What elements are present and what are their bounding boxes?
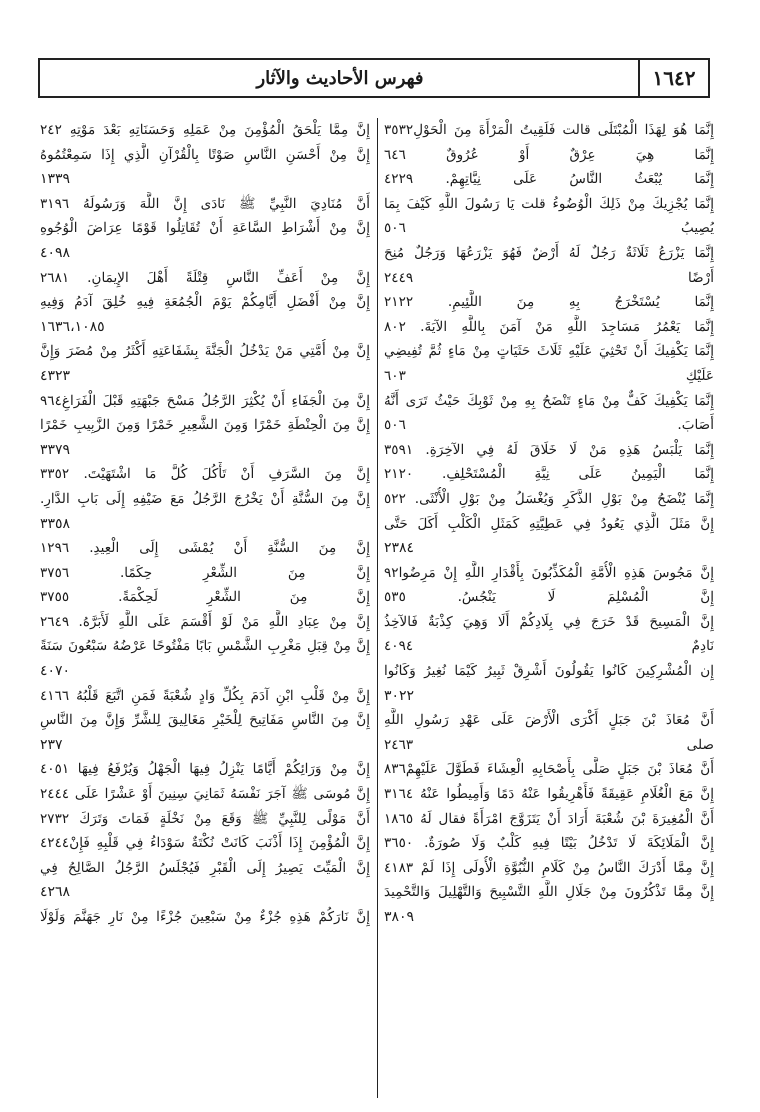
index-entry-line: إِنَّ مِمَّا أَدْرَكَ النَّاسُ مِنْ كَلَامِ النُّبُوَّةِ الْأُولَى إِذَا لَمْ ٤١٨٣ — [384, 859, 714, 876]
index-entry-line: أَصَابَ. ٥٠٦ — [384, 417, 714, 434]
page-title: فهرس الأحاديث والآثار — [256, 67, 424, 89]
index-entry-line: ٢٣٧ — [40, 736, 63, 753]
index-entry-line: إِنَّمَا يَلْبَسُ هَذِهِ مَنْ لَا خَلَاقَ لَهُ فِي الآخِرَةِ. ٣٥٩١ — [384, 441, 714, 458]
index-entry-line: ٤٠٧٠ — [40, 663, 71, 680]
index-entry-line: أَنَّ مَوْلًى لِلنَّبِيِّ ﷺ وَقَعَ مِنْ نَخْلَةٍ فَمَاتَ وَتَرَكَ ٢٧٣٢ — [40, 810, 370, 827]
index-entry-line: إِنَّ مِنْ قِبَلِ مَغْرِبِ الشَّمْسِ بَابًا مَفْتُوحًا عَرْضُهُ سَبْعُونَ سَنَةً — [40, 638, 370, 655]
index-entry-line: إِنَّمَا يُسْتَخْرَجُ بِهِ مِنَ اللَّئِيمِ. ٢١٢٢ — [384, 294, 714, 311]
index-entry-line: إِنَّمَا يَكْفِيكَ كَفٌّ مِنْ مَاءٍ تَنْضَحُ بِهِ مِنْ ثَوْبِكَ حَيْثُ تَرَى أَنَّهُ — [384, 392, 714, 409]
page-header — [38, 58, 710, 98]
index-entry-line: إِنَّ مَعَ الْغُلَامِ عَقِيقَةً فَأَهْرِيقُوا عَنْهُ دَمًا وَأَمِيطُوا عَنْهُ ٣١٦٤ — [384, 786, 714, 803]
column-divider — [377, 118, 378, 1098]
index-entry-line: إِنَّمَا الْيَمِينُ عَلَى نِيَّةِ الْمُسْتَحْلِفِ. ٢١٢٠ — [384, 466, 714, 483]
index-entry-line: إِنَّمَا يُنْضَحُ مِنْ بَوْلِ الذَّكَرِ وَيُغْسَلُ مِنْ بَوْلِ الْأُنْثَى. ٥٢٢ — [384, 490, 714, 507]
index-entry-line: إِنَّ مِنْ أَعَفِّ النَّاسِ قِتْلَةً أَهْلَ الإِيمَانِ. ٢٦٨١ — [40, 269, 370, 286]
index-entry-line: إِنَّ نَارَكُمْ هَذِهِ جُزْءٌ مِنْ سَبْعِينَ جُزْءًا مِنْ نَارِ جَهَنَّمَ وَلَوْلَا — [40, 909, 370, 925]
index-entry-line: إِنَّ مِنَ النَّاسِ مَفَاتِيحَ لِلْخَيْرِ مَغَالِيقَ لِلشَّرِّ وَإِنَّ مِنَ النَّاسِ — [40, 712, 370, 729]
index-entry-line: أَنَّ مُنَادِيَ النَّبِيِّ ﷺ نَادَى إِنَّ اللَّهَ وَرَسُولَهُ ٣١٩٦ — [40, 195, 370, 212]
index-entry-line: ٤٣٢٣ — [40, 367, 71, 384]
right-column — [384, 118, 714, 1098]
two-column-body — [40, 118, 714, 1098]
index-entry-line: ٢٣٨٤ — [384, 540, 415, 557]
index-entry-line: عَلَيْكِ ٦٠٣ — [384, 367, 714, 384]
index-entry-line: إِنَّمَا هُوَ لِهَذَا الْمُبْتَلَى قالت فَلَقِيتُ الْمَرْأَةَ مِنَ الْحَوْلِ٣٥٣٢ — [384, 122, 714, 138]
page-number: ١٦٤٢ — [638, 60, 708, 96]
index-entry-line: أَنَّ مُعَاذَ بْنَ جَبَلٍ صَلَّى بِأَصْحَابِهِ الْعِشَاءَ فَطَوَّلَ عَلَيْهِمْ٨٣٦ — [384, 761, 714, 778]
index-entry-line: يُصِيبُ ٥٠٦ — [384, 220, 714, 237]
index-entry-line: نَادِمٌ ٤٠٩٤ — [384, 638, 714, 655]
index-entry-line: ٤٠٩٨ — [40, 244, 71, 261]
index-entry-line: إِنَّ مِنَ الشِّعْرِ لَحِكْمَةً. ٣٧٥٥ — [40, 589, 370, 606]
index-entry-line: إِنَّ مِنْ قَلْبِ ابْنِ آدَمَ بِكُلِّ وَادٍ شُعْبَةً فَمَنِ اتَّبَعَ قَلْبُهُ ٤١٦٦ — [40, 687, 370, 704]
index-entry-line: ٤٢٦٨ — [40, 884, 71, 901]
index-entry-line: إِنَّمَا يُبْعَثُ النَّاسُ عَلَى نِيَّاتِهِمْ. ٤٢٢٩ — [384, 171, 714, 188]
index-entry-line: إِنَّمَا يَعْمُرُ مَسَاجِدَ اللَّهِ مَنْ آمَنَ بِاللَّهِ الآيَةَ. ٨٠٢ — [384, 318, 714, 335]
index-entry-line: ١٦٣٦،١٠٨٥ — [40, 318, 105, 335]
index-entry-line: إِنَّ مِنْ أُمَّتِي مَنْ يَدْخُلُ الْجَنَّةَ بِشَفَاعَتِهِ أَكْثَرُ مِنْ مُضَرَ وَإِنَّ — [40, 343, 370, 360]
index-entry-line: إِنَّ الْمُؤْمِنَ إِذَا أَذْنَبَ كَانَتْ نُكْتَةٌ سَوْدَاءُ فِي قَلْبِهِ فَإِنْ٤٢٤٤ — [40, 835, 370, 852]
index-entry-line: إِنَّ مِنَ الْحِنْطَةِ خَمْرًا وَمِنَ الشَّعِيرِ خَمْرًا وَمِنَ الزَّبِيبِ خَمْرًا — [40, 417, 370, 434]
index-entry-line: إِنَّ مِنَ السُّنَّةِ أَنْ يُمْشَى إِلَى الْعِيدِ. ١٢٩٦ — [40, 540, 370, 557]
index-entry-line: إِنَّ مِنَ الشِّعْرِ حِكَمًا. ٣٧٥٦ — [40, 564, 370, 581]
index-entry-line: ٣٠٢٢ — [384, 687, 415, 704]
index-entry-line: إِنَّمَا يُجْزِيكَ مِنْ ذَلِكَ الْوُضُوءُ قلت يَا رَسُولَ اللَّهِ كَيْفَ بِمَا — [384, 195, 714, 212]
index-entry-line: إِنَّ مِنَ السُّنَّةِ أَنْ يَخْرُجَ الرَّجُلُ مَعَ ضَيْفِهِ إِلَى بَابِ الدَّارِ. — [40, 490, 370, 507]
index-entry-line: إِنَّمَا هِيَ عِرْقٌ أَوْ عُرُوقٌ ٦٤٦ — [384, 146, 714, 163]
index-entry-line: إِنَّ مِنَ الْجَفَاءِ أَنْ يُكْثِرَ الرَّجُلُ مَسْحَ جَبْهَتِهِ قَبْلَ الْفَرَاغِ٩٦٤ — [40, 392, 370, 409]
index-entry-line: إِنَّ الْمَسِيحَ قَدْ خَرَجَ فِي بِلَادِكُمْ أَلَا وَهِيَ كِذْبَةٌ فَالآخِذُ — [384, 613, 714, 630]
index-entry-line: ١٣٣٩ — [40, 171, 71, 188]
index-entry-line: إِنَّ مِنْ أَفْضَلِ أَيَّامِكُمْ يَوْمَ الْجُمُعَةِ فِيهِ خُلِقَ آدَمُ وَفِيهِ — [40, 294, 370, 311]
index-entry-line: ٣٣٥٨ — [40, 515, 71, 532]
index-entry-line: أَنَّ الْمُغِيرَةَ بْنَ شُعْبَةَ أَرَادَ أَنْ يَتَزَوَّجَ امْرَأَةً فقال لَهُ ١٨٦٥ — [384, 810, 714, 827]
index-entry-line: إِنَّ مِنْ وَرَائِكُمْ أَيَّامًا يَنْزِلُ فِيهَا الْجَهْلُ وَيُرْفَعُ فِيهَا ٤٠٥١ — [40, 761, 370, 778]
index-entry-line: إِنَّ مِمَّا تَذْكُرُونَ مِنْ جَلَالِ اللَّهِ التَّسْبِيحَ وَالتَّهْلِيلَ وَالتَّحْمِيدَ — [384, 884, 714, 901]
index-entry-line: ٣٣٧٩ — [40, 441, 71, 458]
index-entry-line: إِنَّمَا يَكْفِيكَ أَنْ تَحْثِيَ عَلَيْهِ ثَلَاثَ حَثَيَاتٍ مِنْ مَاءٍ ثُمَّ تُفِيضِي — [384, 343, 714, 360]
index-entry-line: إِنَّ مَجُوسَ هَذِهِ الْأُمَّةِ الْمُكَذِّبُونَ بِأَقْدَارِ اللَّهِ إِنْ مَرِضُوا٩٢ — [384, 564, 714, 581]
index-entry-line: صلى ٢٤٦٣ — [384, 736, 714, 753]
index-entry-line: إِن الْمُشْرِكِينَ كَانُوا يَقُولُونَ أَشْرِقْ ثَبِيرُ كَيْمَا نُغِيرُ وَكَانُوا — [384, 663, 714, 680]
index-entry-line: إِنَّ الْمَلَائِكَةَ لَا تَدْخُلُ بَيْتًا فِيهِ كَلْبٌ وَلَا صُورَةٌ. ٣٦٥٠ — [384, 835, 714, 852]
index-entry-line: إِنَّمَا يَزْرَعُ ثَلَاثَةٌ رَجُلٌ لَهُ أَرْضٌ فَهُوَ يَزْرَعُهَا وَرَجُلٌ مُنِحَ — [384, 244, 714, 261]
index-entry-line: إِنَّ الْمَيِّتَ يَصِيرُ إِلَى الْقَبْرِ فَيُجْلَسُ الرَّجُلُ الصَّالِحُ فِي — [40, 859, 370, 876]
index-entry-line: إِنَّ مِنْ أَحْسَنِ النَّاسِ صَوْتًا بِالْقُرْآنِ الَّذِي إِذَا سَمِعْتُمُوهُ — [40, 146, 370, 163]
index-entry-line: أَرْضًا ٢٤٤٩ — [384, 269, 714, 286]
index-entry-line: ٣٨٠٩ — [384, 909, 415, 925]
index-entry-line: إِنَّ مِمَّا يَلْحَقُ الْمُؤْمِنَ مِنْ عَمَلِهِ وَحَسَنَاتِهِ بَعْدَ مَوْتِهِ ٢٤٢ — [40, 122, 370, 138]
index-entry-line: أَنَّ مُعَاذَ بْنَ جَبَلٍ أَكْرَى الْأَرْضَ عَلَى عَهْدِ رَسُولِ اللَّهِ — [384, 712, 714, 729]
index-entry-line: إِنَّ مَثَلَ الَّذِي يَعُودُ فِي عَطِيَّتِهِ كَمَثَلِ الْكَلْبِ أَكَلَ حَتَّى — [384, 515, 714, 532]
index-entry-line: إِنَّ مِنَ السَّرَفِ أَنْ تَأْكُلَ كُلَّ مَا اشْتَهَيْتَ. ٣٣٥٢ — [40, 466, 370, 483]
index-entry-line: إِنَّ الْمُسْلِمَ لَا يَنْجُسُ. ٥٣٥ — [384, 589, 714, 606]
index-entry-line: إِنَّ مِنْ أَشْرَاطِ السَّاعَةِ أَنْ تُقَاتِلُوا قَوْمًا عِرَاضَ الْوُجُوهِ — [40, 220, 370, 237]
index-entry-line: إِنَّ مِنْ عِبَادِ اللَّهِ مَنْ لَوْ أَقْسَمَ عَلَى اللَّهِ لَأَبَرَّهُ. ٢٦٤٩ — [40, 613, 370, 630]
index-entry-line: إِنَّ مُوسَى ﷺ آجَرَ نَفْسَهُ ثَمَانِيَ سِنِينَ أَوْ عَشْرًا عَلَى ٢٤٤٤ — [40, 786, 370, 803]
left-column — [40, 118, 370, 1098]
